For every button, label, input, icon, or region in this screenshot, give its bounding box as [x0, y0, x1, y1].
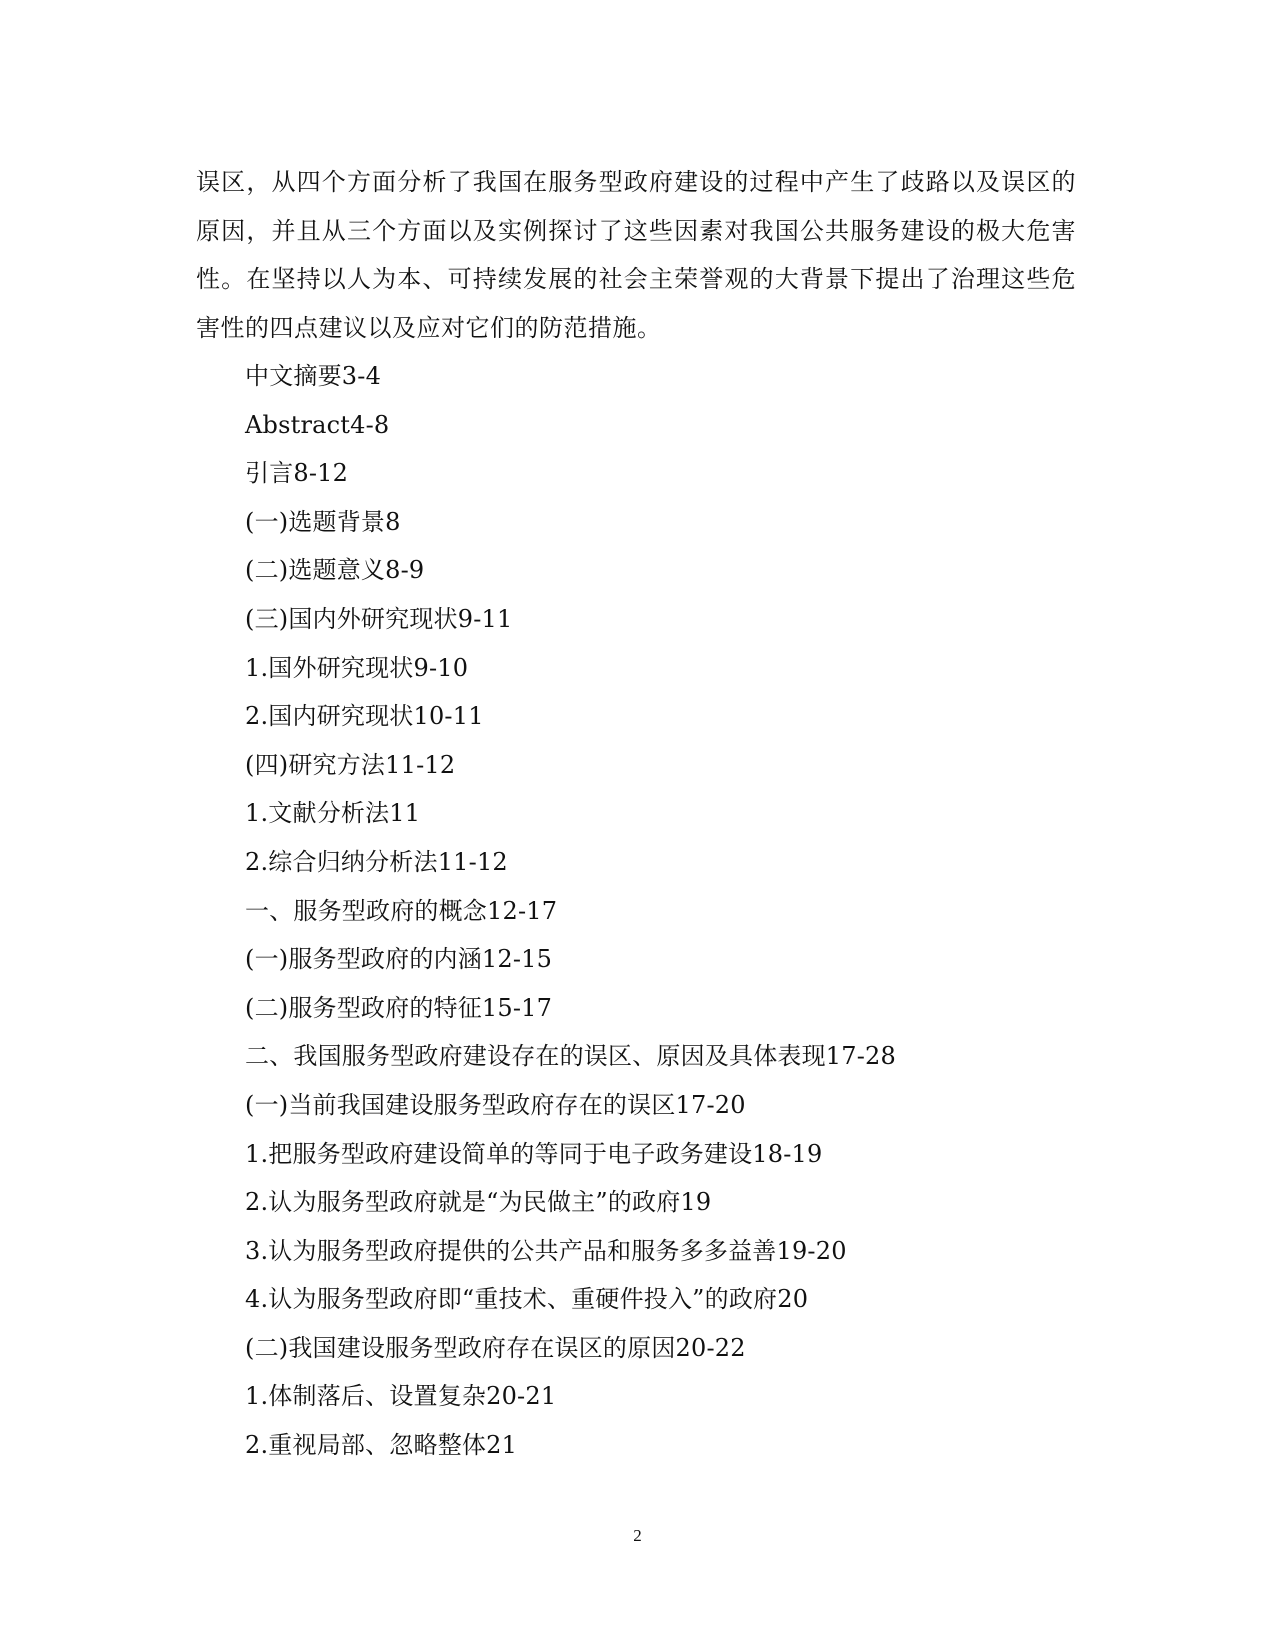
toc-entry: (一)当前我国建设服务型政府存在的误区17-20	[245, 1090, 746, 1119]
toc-entry: 2.重视局部、忽略整体21	[245, 1431, 518, 1460]
toc-entry: 一、服务型政府的概念12-17	[245, 896, 558, 925]
body-paragraph: 误区，从四个方面分析了我国在服务型政府建设的过程中产生了歧路以及误区的原因，并且从三个方面以及实例探讨了这些因素对我国公共服务建设的极大危害性。在坚持以人为本、可持续发展的社会主荣誉观的大背景下提出了治理这些危害性的四点建议以及应对它们的防范措施。	[196, 168, 1076, 342]
toc-entry: 中文摘要3-4	[245, 362, 382, 390]
toc-entry: (三)国内外研究现状9-11	[245, 604, 513, 633]
toc-entry: 1.文献分析法11	[245, 799, 421, 828]
page-number: 2	[633, 1526, 642, 1545]
table-of-contents	[245, 352, 1105, 1470]
toc-entry: Abstract4-8	[245, 410, 390, 439]
toc-entry: (二)选题意义8-9	[245, 556, 425, 585]
toc-entry: 2.国内研究现状10-11	[245, 702, 484, 731]
toc-entry: 1.体制落后、设置复杂20-21	[245, 1382, 557, 1411]
toc-entry: 引言8-12	[245, 459, 349, 488]
toc-entry: 4.认为服务型政府即“重技术、重硬件投入”的政府20	[245, 1285, 809, 1314]
toc-entry: 1.把服务型政府建设简单的等同于电子政务建设18-19	[245, 1139, 823, 1168]
toc-entry: 2.认为服务型政府就是“为民做主”的政府19	[245, 1188, 712, 1217]
toc-entry: 二、我国服务型政府建设存在的误区、原因及具体表现17-28	[245, 1042, 896, 1071]
toc-entry: (二)我国建设服务型政府存在误区的原因20-22	[245, 1333, 746, 1362]
toc-entry: 3.认为服务型政府提供的公共产品和服务多多益善19-20	[245, 1236, 847, 1265]
toc-entry: (一)选题背景8	[245, 507, 401, 536]
toc-entry: 2.综合归纳分析法11-12	[245, 847, 508, 876]
toc-entry: 1.国外研究现状9-10	[245, 653, 469, 682]
toc-entry: (一)服务型政府的内涵12-15	[245, 945, 553, 974]
toc-entry: (四)研究方法11-12	[245, 750, 456, 779]
toc-entry: (二)服务型政府的特征15-17	[245, 993, 553, 1022]
